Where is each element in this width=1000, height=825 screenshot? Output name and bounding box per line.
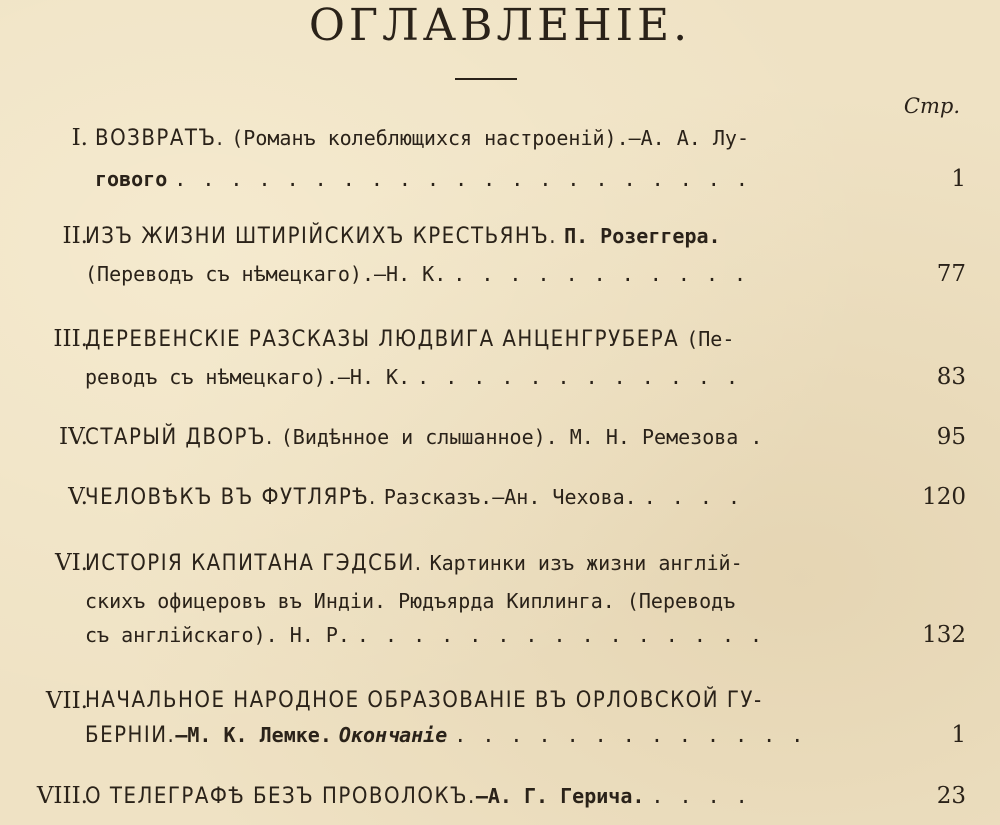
page-title: ОГЛАВЛЕНIЕ. [308,0,692,51]
entry-subtitle: (Видѣнное и слышанное). М. Н. Ремезова . [280,425,763,449]
entry-translator: съ англiйскаго). Н. Р. [85,623,350,647]
leader-dots: . . . . . . . . . . . . . . . [356,623,765,647]
entry-subtitle: Разсказъ.—Ан. Чехова. [383,485,637,509]
entry-title: ВОЗВРАТЪ. [95,126,225,151]
entry-subtitle: Картинки изъ жизни англiй- [429,551,743,575]
entry-page: 120 [922,484,966,510]
entry-title: ИЗЪ ЖИЗНИ ШТИРIЙСКИХЪ КРЕСТЬЯНЪ. [85,224,558,249]
leader-dots: . . . . . . . . . . . . . [454,723,806,747]
entry-note: Окончанiе [338,723,448,747]
leader-dots: . . . . [643,485,742,509]
entry-title: ЧЕЛОВѢКЪ ВЪ ФУТЛЯРѢ. [85,485,377,510]
entry-title: ИСТОРIЯ КАПИТАНА ГЭДСБИ. [85,551,423,576]
entry-author: —А. Г. Герича. [475,784,645,808]
entry-author-cont: гового [95,167,168,191]
entry-numeral: V. [68,484,88,510]
entry-translator: реводъ съ нѣмецкаго).—Н. К. [85,365,411,389]
page-column-label: Стр. [903,94,960,118]
entry-numeral: VIII. [36,783,88,809]
entry-title: ДЕРЕВЕНСКIЕ РАЗСКАЗЫ ЛЮДВИГА АНЦЕНГРУБЕРА [85,327,680,352]
entry-subtitle: (Пе- [686,327,735,351]
entry-page: 132 [922,622,966,648]
entry-numeral: VI. [54,550,88,576]
entry-page: 23 [936,783,966,809]
entry-author: П. Розеггера. [564,224,721,248]
entry-title: О ТЕЛЕГРАФѢ БЕЗЪ ПРОВОЛОКЪ. [85,784,476,809]
entry-numeral: IV. [59,424,88,450]
entry-title: НАЧАЛЬНОЕ НАРОДНОЕ ОБРАЗОВАНIЕ ВЪ ОРЛОВСКОЙ ГУ- [85,688,763,713]
leader-dots: . . . . . . . . . . . [453,262,749,286]
title-rule [455,78,517,80]
entry-title-cont: БЕРНIИ. [85,723,176,748]
entry-title: СТАРЫЙ ДВОРЪ. [85,425,274,450]
leader-dots: . . . . . . . . . . . . [417,365,741,389]
entry-page: 77 [936,261,966,287]
entry-page: 1 [951,166,966,192]
entry-subtitle: (Романъ колеблющихся настроенiй).—А. А. Лу- [231,126,750,150]
entry-numeral: III. [53,326,88,352]
entry-subtitle-cont: скихъ офицеровъ въ Индiи. Рюдъярда Киплинга. (Переводъ [85,589,736,613]
entry-numeral: II. [62,223,88,249]
entry-numeral: I. [71,125,88,151]
entry-page: 1 [951,722,966,748]
leader-dots: . . . . . . . . . . . . . . . . . . . . . [174,167,750,191]
entry-page: 95 [936,424,966,450]
entry-numeral: VII. [45,688,88,714]
entry-author: —М. К. Лемке. [175,723,332,747]
leader-dots: . . . . [651,784,750,808]
entry-page: 83 [936,364,966,390]
entry-translator: (Переводъ съ нѣмецкаго).—Н. К. [85,262,447,286]
